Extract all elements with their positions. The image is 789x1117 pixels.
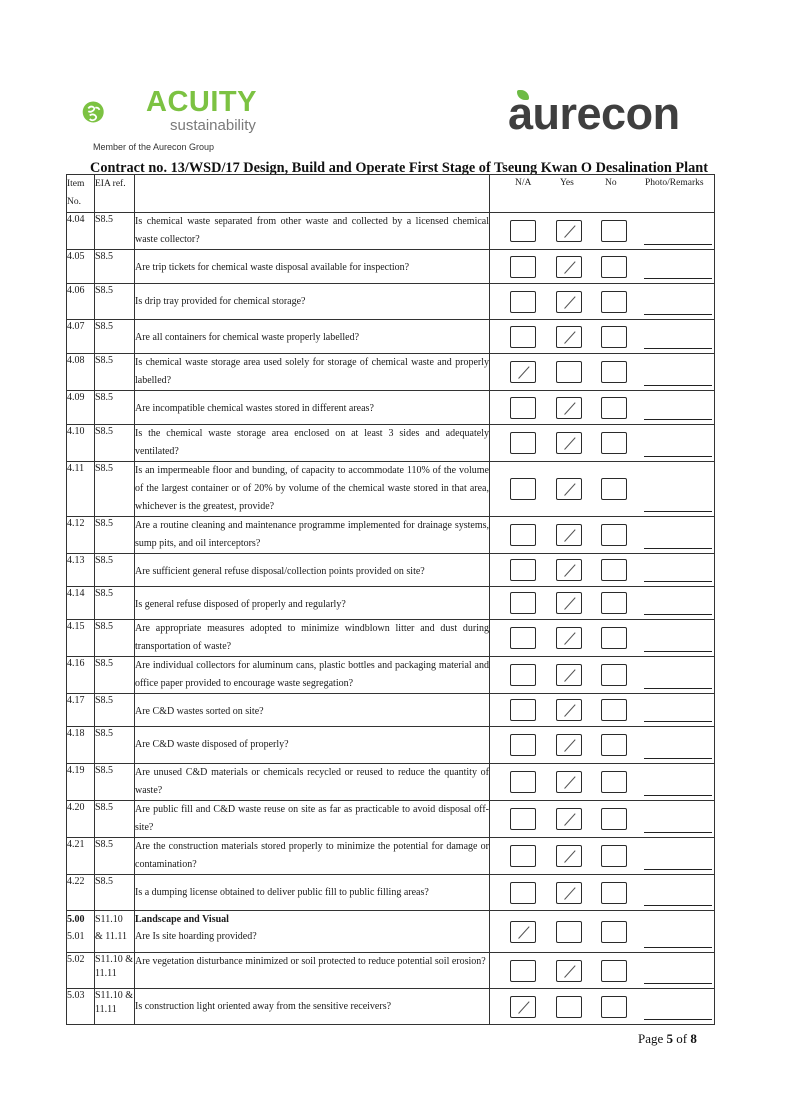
row-item: 5.01 [67,931,85,942]
row-description: Is a dumping license obtained to deliver public fill to public filling areas? [135,887,429,898]
row-eia-ref: S8.5 [95,695,114,706]
checkbox-no[interactable] [601,921,627,943]
row-item: 4.18 [67,728,85,739]
col-header-remarks: Photo/Remarks [645,178,704,188]
row-item: 4.22 [67,876,85,887]
table-row [67,250,715,284]
row-eia-ref: S8.5 [95,518,114,529]
row-eia-ref: S11.10 & 11.11 [95,990,133,1015]
checkbox-no[interactable] [601,220,627,242]
row-eia-ref: S8.5 [95,285,114,296]
row-checks [490,554,715,587]
row-item: 4.06 [67,285,85,296]
checkbox-na[interactable] [510,592,536,614]
row-checks [490,911,715,953]
checkbox-no[interactable] [601,882,627,904]
checkbox-yes[interactable] [556,291,582,313]
checkbox-na[interactable] [510,699,536,721]
checkbox-na[interactable] [510,882,536,904]
row-description: Are C&D waste disposed of properly? [135,739,289,750]
row-eia-ref: S8.5 [95,214,114,225]
row-description: Are individual collectors for aluminum cans, plastic bottles and packaging material and office paper provided to encourage waste segregation? [135,660,489,689]
checkbox-na[interactable] [510,771,536,793]
row-checks [490,517,715,554]
row-eia-ref: S8.5 [95,621,114,632]
table-row [67,213,715,250]
remarks-line[interactable] [644,905,712,906]
checkbox-na[interactable] [510,996,536,1018]
row-item: 4.21 [67,839,85,850]
checkbox-no[interactable] [601,664,627,686]
checkbox-na[interactable] [510,256,536,278]
checkbox-no[interactable] [601,996,627,1018]
remarks-line[interactable] [644,278,712,279]
remarks-line[interactable] [644,1019,712,1020]
section-title: Landscape and Visual [135,914,229,925]
checklist-table [66,174,715,1025]
table-row [67,462,715,517]
checkbox-no[interactable] [601,771,627,793]
row-description: Are sufficient general refuse disposal/collection points provided on site? [135,566,425,577]
col-header-no: No [605,178,617,188]
remarks-line[interactable] [644,348,712,349]
remarks-line[interactable] [644,419,712,420]
checkbox-na[interactable] [510,845,536,867]
checkbox-yes[interactable] [556,361,582,383]
row-eia-ref: S8.5 [95,251,114,262]
row-eia-ref: S8.5 [95,426,114,437]
table-row [67,657,715,694]
table-row [67,320,715,354]
checkbox-no[interactable] [601,699,627,721]
row-description: Is an impermeable floor and bunding, of capacity to accommodate 110% of the volume of the largest container or of 20% by volume of the chemical waste stored in that area, whichever is the greatest, provide? [135,465,489,512]
remarks-line[interactable] [644,983,712,984]
checkbox-no[interactable] [601,845,627,867]
row-eia-ref: S8.5 [95,802,114,813]
remarks-line[interactable] [644,688,712,689]
row-checks [490,462,715,517]
row-eia-ref: S8.5 [95,588,114,599]
col-header-item: Item No. [67,175,95,213]
remarks-line[interactable] [644,456,712,457]
checkbox-na[interactable] [510,559,536,581]
row-description: Is chemical waste separated from other waste and collected by a licensed chemical waste collector? [135,216,489,245]
row-item: 4.13 [67,555,85,566]
remarks-line[interactable] [644,548,712,549]
checkbox-no[interactable] [601,361,627,383]
checkbox-no[interactable] [601,960,627,982]
row-item: 5.00 [67,914,85,925]
aurecon-wordmark: aurecon [508,88,680,139]
header-row [67,175,715,213]
table-row-5-00 [67,911,715,953]
row-description: Are vegetation disturbance minimized or soil protected to reduce potential soil erosion? [135,956,486,967]
checkbox-yes[interactable] [556,882,582,904]
checkbox-no[interactable] [601,326,627,348]
table-row [67,391,715,425]
row-item: 4.15 [67,621,85,632]
checkbox-na[interactable] [510,361,536,383]
row-eia-ref: S8.5 [95,321,114,332]
row-checks [490,250,715,284]
checkbox-no[interactable] [601,524,627,546]
row-eia-ref: S8.5 [95,392,114,403]
remarks-line[interactable] [644,947,712,948]
table-row [67,953,715,989]
table-row [67,554,715,587]
row-description: Are appropriate measures adopted to minimize windblown litter and dust during transportation of waste? [135,623,489,652]
row-checks [490,838,715,875]
row-eia-ref: S8.5 [95,839,114,850]
row-description: Are C&D wastes sorted on site? [135,706,264,717]
checkbox-na[interactable] [510,960,536,982]
row-checks [490,284,715,320]
checkbox-no[interactable] [601,291,627,313]
checkbox-na[interactable] [510,326,536,348]
row-eia-ref: S8.5 [95,463,114,474]
row-item: 4.20 [67,802,85,813]
checkbox-yes[interactable] [556,734,582,756]
acuity-logo-mark [82,78,152,148]
checkbox-yes[interactable] [556,921,582,943]
row-checks [490,875,715,911]
row-eia-ref: S11.10 & 11.11 [95,954,133,979]
row-checks [490,620,715,657]
row-item: 4.12 [67,518,85,529]
row-eia-ref: S8.5 [95,658,114,669]
checkbox-no[interactable] [601,478,627,500]
acuity-wordmark: ACUITY [146,86,257,118]
remarks-line[interactable] [644,385,712,386]
checkbox-yes[interactable] [556,256,582,278]
checkbox-no[interactable] [601,559,627,581]
checkbox-na[interactable] [510,220,536,242]
checkbox-yes[interactable] [556,592,582,614]
row-description: Is chemical waste storage area used solely for storage of chemical waste and properly labelled? [135,357,489,386]
checkbox-yes[interactable] [556,326,582,348]
checkbox-no[interactable] [601,432,627,454]
table-row [67,989,715,1025]
row-checks [490,694,715,727]
row-item: 4.09 [67,392,85,403]
row-item: 4.08 [67,355,85,366]
row-description: Are the construction materials stored properly to minimize the potential for damage or contamination? [135,841,489,870]
row-description: Are Is site hoarding provided? [135,931,257,942]
col-header-checks [490,175,715,213]
row-eia-ref: S8.5 [95,355,114,366]
checkbox-yes[interactable] [556,960,582,982]
row-eia-ref: & 11.11 [95,931,128,942]
checkbox-yes[interactable] [556,845,582,867]
checkbox-yes[interactable] [556,478,582,500]
checkbox-no[interactable] [601,256,627,278]
checkbox-yes[interactable] [556,808,582,830]
row-checks [490,727,715,764]
row-item: 4.17 [67,695,85,706]
remarks-line[interactable] [644,869,712,870]
table-row [67,764,715,801]
remarks-line[interactable] [644,795,712,796]
checkbox-na[interactable] [510,627,536,649]
remarks-line[interactable] [644,511,712,512]
row-description: Are a routine cleaning and maintenance programme implemented for drainage systems, sump pits, and oil interceptors? [135,520,489,549]
row-eia-ref: S8.5 [95,765,114,776]
checkbox-na[interactable] [510,664,536,686]
row-checks [490,354,715,391]
checkbox-yes[interactable] [556,996,582,1018]
row-description: Is the chemical waste storage area enclosed on at least 3 sides and adequately ventilated? [135,428,489,457]
row-description: Are unused C&D materials or chemicals recycled or reused to reduce the quantity of waste? [135,767,489,796]
acuity-member-text: Member of the Aurecon Group [93,142,215,152]
remarks-line[interactable] [644,244,712,245]
row-description: Are all containers for chemical waste properly labelled? [135,332,360,343]
row-description: Are trip tickets for chemical waste disposal available for inspection? [135,262,410,273]
row-item: 5.03 [67,990,85,1001]
col-header-description [135,175,490,213]
row-item: 4.05 [67,251,85,262]
checkbox-na[interactable] [510,921,536,943]
page-number: Page 5 of 8 [638,1031,697,1046]
checkbox-na[interactable] [510,397,536,419]
row-item: 4.16 [67,658,85,669]
table-row [67,801,715,838]
row-checks [490,989,715,1025]
remarks-line[interactable] [644,651,712,652]
row-item: 4.04 [67,214,85,225]
checkbox-yes[interactable] [556,559,582,581]
col-header-yes: Yes [560,178,574,188]
checkbox-yes[interactable] [556,397,582,419]
checkbox-no[interactable] [601,808,627,830]
row-checks [490,425,715,462]
col-header-na: N/A [515,178,532,188]
remarks-line[interactable] [644,721,712,722]
row-item: 4.19 [67,765,85,776]
row-description: Is general refuse disposed of properly and regularly? [135,599,346,610]
table-row [67,517,715,554]
remarks-line[interactable] [644,832,712,833]
row-description: Is construction light oriented away from the sensitive receivers? [135,1001,392,1012]
row-eia-ref: S11.10 [95,914,123,925]
table-row [67,284,715,320]
row-checks [490,953,715,989]
checkbox-na[interactable] [510,432,536,454]
col-header-eia: EIA ref. [95,175,135,213]
checkbox-no[interactable] [601,627,627,649]
table-row [67,587,715,620]
row-eia-ref: S8.5 [95,728,114,739]
row-checks [490,391,715,425]
remarks-line[interactable] [644,581,712,582]
table-row [67,694,715,727]
checkbox-na[interactable] [510,291,536,313]
checkbox-yes[interactable] [556,771,582,793]
row-checks [490,657,715,694]
checkbox-no[interactable] [601,592,627,614]
row-description: Are incompatible chemical wastes stored in different areas? [135,403,374,414]
row-eia-ref: S8.5 [95,876,114,887]
checkbox-na[interactable] [510,524,536,546]
table-row [67,354,715,391]
contract-title: Contract no. 13/WSD/17 Design, Build and Operate First Stage of Tseung Kwan O Desalination Plant [90,160,708,176]
row-item: 5.02 [67,954,85,965]
table-row [67,838,715,875]
row-checks [490,320,715,354]
checkbox-yes[interactable] [556,524,582,546]
checkbox-no[interactable] [601,734,627,756]
checkbox-na[interactable] [510,808,536,830]
row-checks [490,587,715,620]
acuity-tagline: sustainability [170,117,256,134]
row-item: 4.14 [67,588,85,599]
row-description: Are public fill and C&D waste reuse on site as far as practicable to avoid disposal off-site? [135,804,489,833]
row-item: 4.07 [67,321,85,332]
checkbox-yes[interactable] [556,664,582,686]
row-description: Is drip tray provided for chemical storage? [135,296,306,307]
table-row [67,875,715,911]
table-row [67,425,715,462]
row-item: 4.11 [67,463,85,474]
checkbox-no[interactable] [601,397,627,419]
table-row [67,727,715,764]
checkbox-na[interactable] [510,734,536,756]
checkbox-yes[interactable] [556,220,582,242]
row-checks [490,213,715,250]
row-eia-ref: S8.5 [95,555,114,566]
remarks-line[interactable] [644,314,712,315]
remarks-line[interactable] [644,614,712,615]
row-checks [490,764,715,801]
remarks-line[interactable] [644,758,712,759]
row-checks [490,801,715,838]
checkbox-yes[interactable] [556,627,582,649]
row-item: 4.10 [67,426,85,437]
table-row [67,620,715,657]
checkbox-na[interactable] [510,478,536,500]
checkbox-yes[interactable] [556,699,582,721]
checkbox-yes[interactable] [556,432,582,454]
